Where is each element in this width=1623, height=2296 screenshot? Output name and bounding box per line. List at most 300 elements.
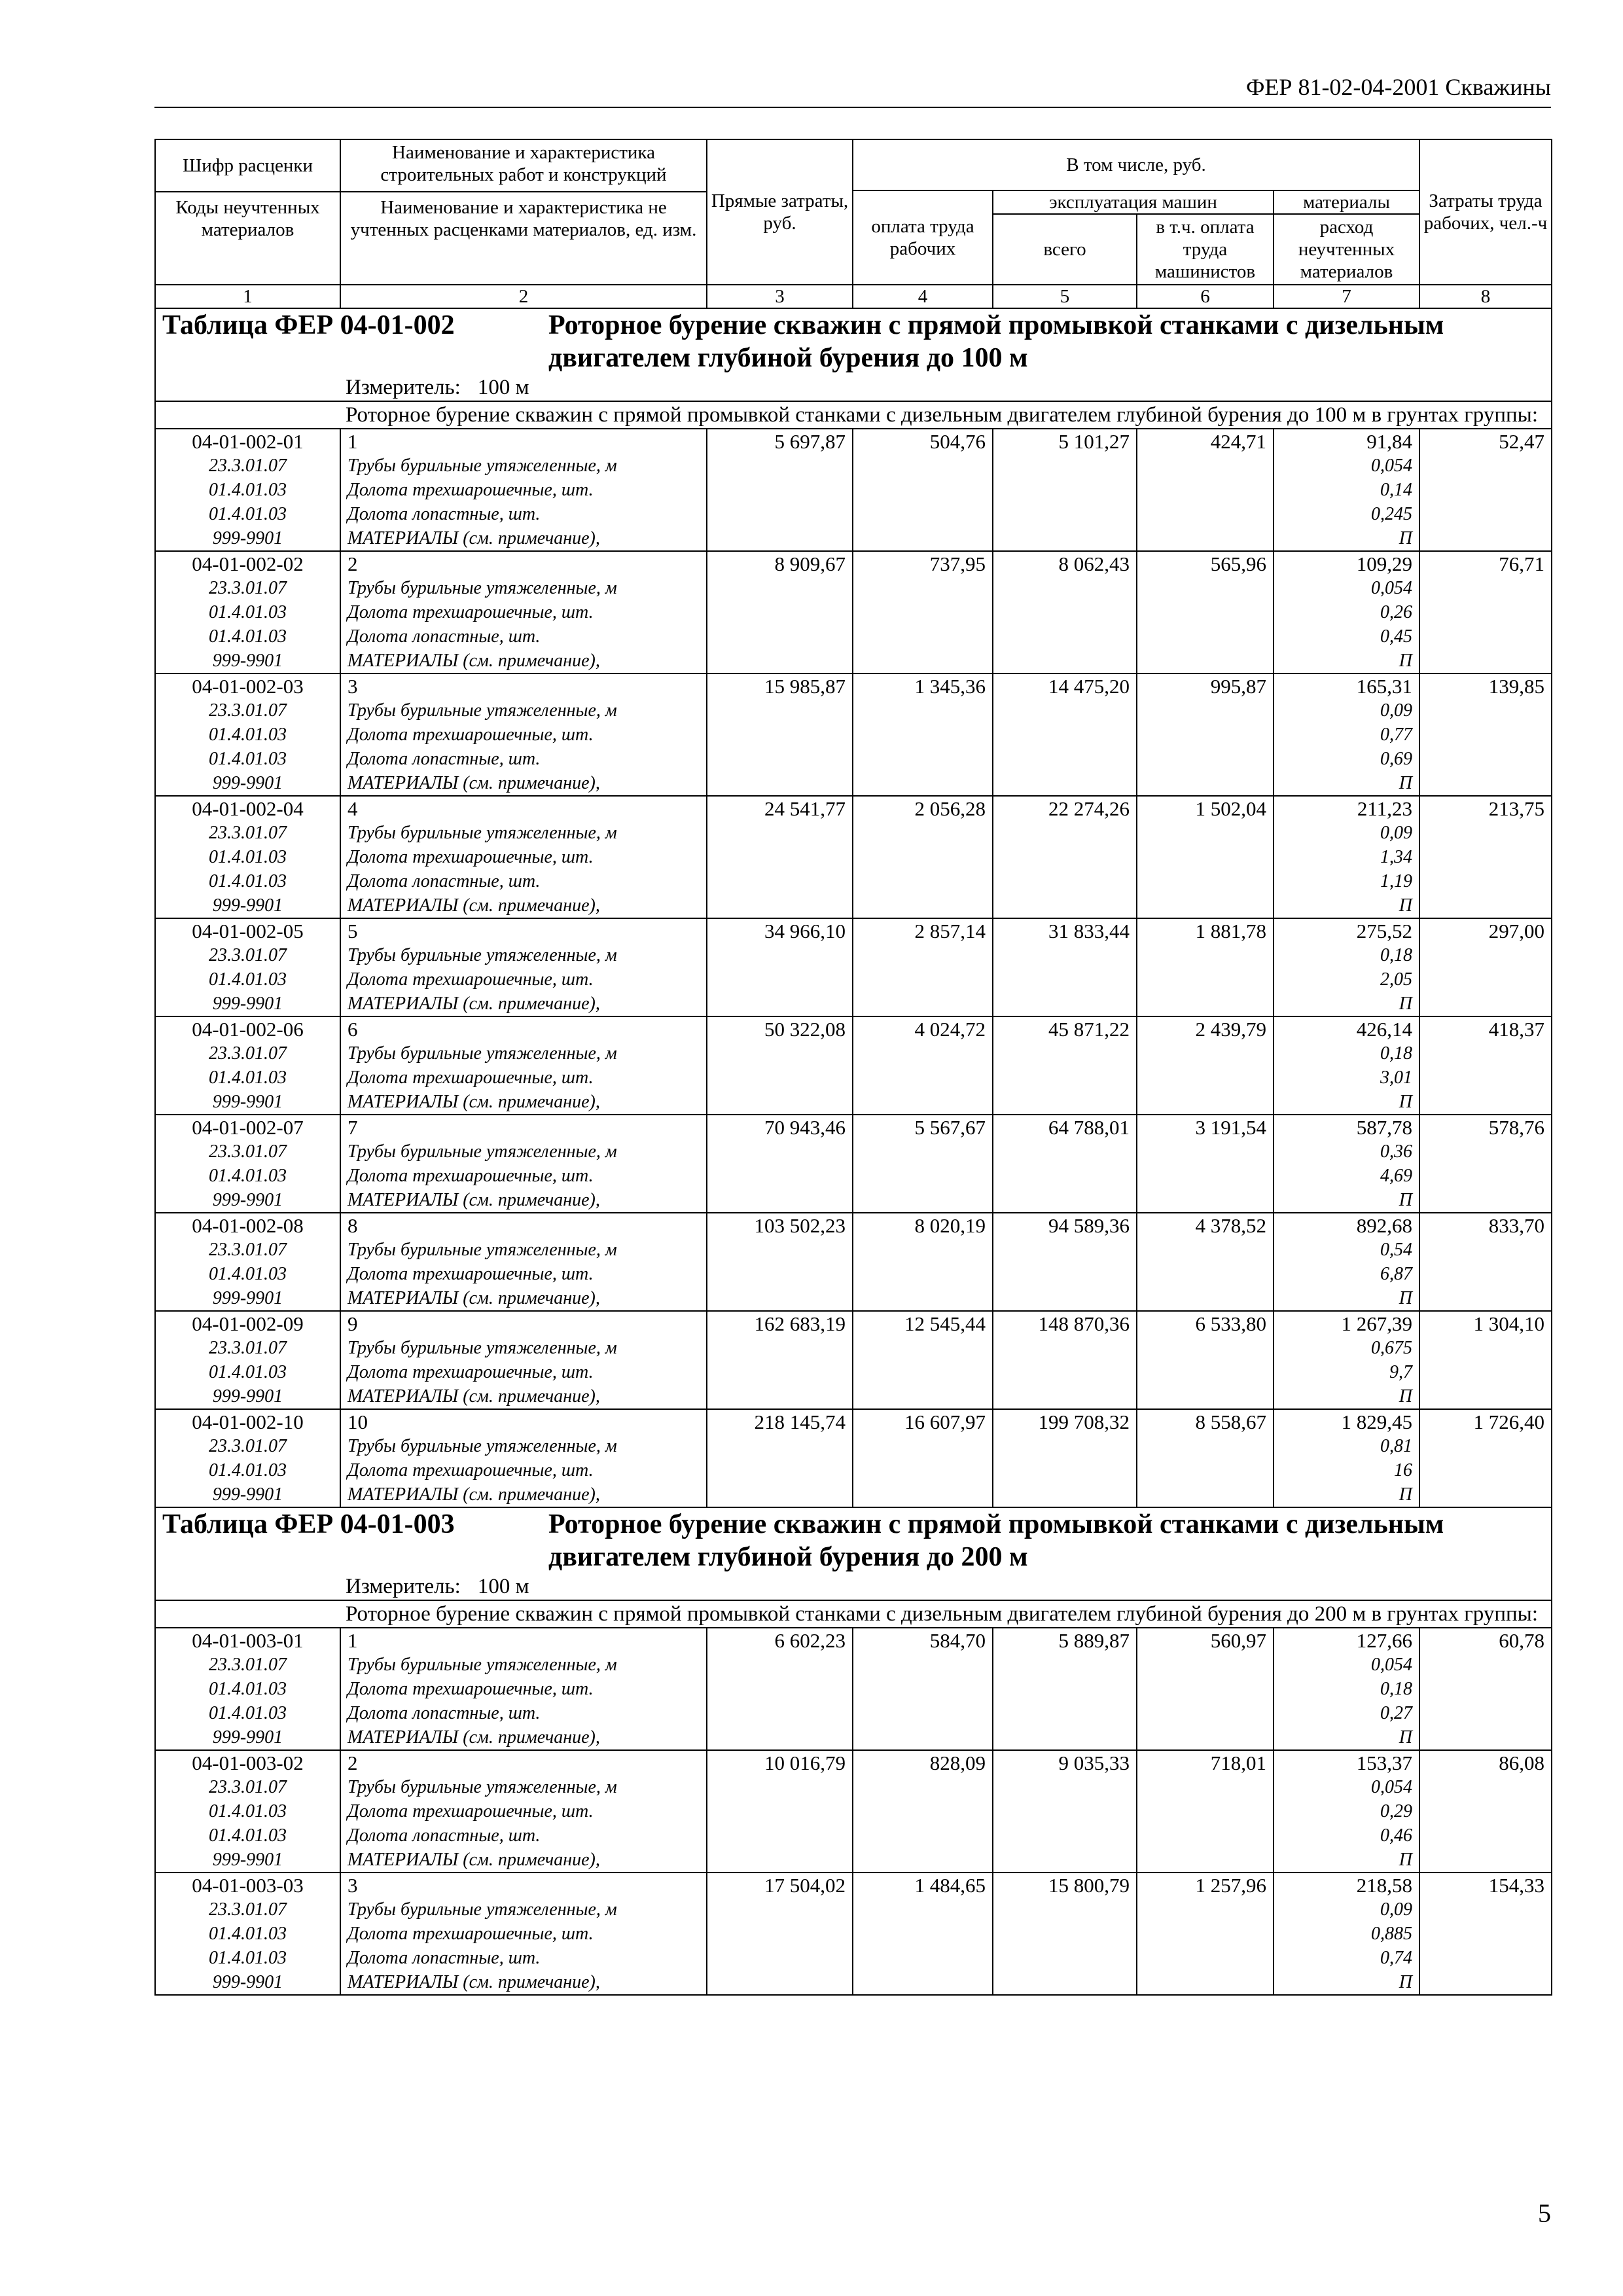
material-quantity: 0,245: [1371, 504, 1412, 524]
document-header-title: ФЕР 81-02-04-2001 Скважины: [1245, 74, 1551, 100]
rate-code: 04-01-002-06: [192, 1018, 304, 1041]
labor-hours-cell: [1419, 1750, 1552, 1873]
material-code: 999-9901: [212, 1972, 283, 1992]
material-code: 999-9901: [212, 994, 283, 1014]
labor-hours-cell: [1419, 1213, 1552, 1311]
material-name: Трубы бурильные утяжеленные, м: [348, 1655, 617, 1675]
material-name: Долота лопастные, шт.: [348, 749, 541, 769]
header-work-name: Наименование и характеристика строительных работ и конструкций: [341, 140, 706, 192]
labor-hours-cell: [1419, 673, 1552, 796]
material-quantity: П: [1399, 1484, 1412, 1505]
materials-cell: [1274, 1311, 1419, 1409]
material-quantity: 1,34: [1380, 847, 1412, 867]
table-title-cell: [155, 1507, 1552, 1600]
machines-cost: 199 708,32: [1038, 1410, 1130, 1433]
labor-hours: 213,75: [1488, 797, 1544, 820]
labor-pay: 1 484,65: [914, 1874, 986, 1897]
material-code: 01.4.01.03: [209, 1166, 287, 1186]
table-row: [155, 673, 1552, 796]
material-quantity: П: [1399, 994, 1412, 1014]
material-quantity: 0,18: [1380, 1043, 1412, 1064]
column-numbers-row: [155, 285, 1552, 308]
material-name: МАТЕРИАЛЫ (см. примечание),: [348, 895, 600, 916]
work-name-cell: [340, 1016, 707, 1115]
operators-pay: 718,01: [1210, 1751, 1266, 1774]
table-row: [155, 1213, 1552, 1311]
material-quantity: 0,054: [1371, 456, 1412, 476]
labor-hours: 578,76: [1488, 1116, 1544, 1139]
machines-cost: 94 589,36: [1048, 1214, 1130, 1237]
rate-code: 04-01-002-09: [192, 1312, 304, 1335]
material-code: 23.3.01.07: [209, 1436, 287, 1456]
labor-pay: 2 056,28: [914, 797, 986, 820]
material-name: МАТЕРИАЛЫ (см. примечание),: [348, 773, 600, 793]
labor-pay-cell: [853, 1115, 993, 1213]
header-unaccounted-materials: расход неучтенных материалов: [1274, 214, 1419, 285]
direct-cost-cell: [707, 1213, 853, 1311]
column-number: 4: [853, 285, 993, 308]
materials-cell: [1274, 1628, 1419, 1750]
materials-cost: 218,58: [1356, 1874, 1412, 1897]
work-name-cell: [340, 1311, 707, 1409]
material-name: Трубы бурильные утяжеленные, м: [348, 1899, 617, 1920]
table-header: [155, 139, 1552, 308]
labor-pay-cell: [853, 796, 993, 918]
operators-pay-cell: [1137, 1213, 1274, 1311]
materials-cell: [1274, 1873, 1419, 1995]
material-quantity: 0,54: [1380, 1240, 1412, 1260]
labor-pay-cell: [853, 1750, 993, 1873]
material-name: МАТЕРИАЛЫ (см. примечание),: [348, 1727, 600, 1748]
material-name: Долота трехшарошечные, шт.: [348, 480, 594, 500]
work-name-cell: [340, 918, 707, 1016]
material-quantity: 0,18: [1380, 1679, 1412, 1699]
operators-pay-cell: [1137, 1628, 1274, 1750]
machines-cost: 45 871,22: [1048, 1018, 1130, 1041]
section-description: Роторное бурение скважин с прямой промывкой станками с дизельным двигателем глубиной бурения до 200 м в грунтах группы:: [155, 1600, 1552, 1628]
soil-group: 7: [348, 1116, 358, 1139]
machines-cost-cell: [993, 1311, 1137, 1409]
direct-cost: 103 502,23: [754, 1214, 846, 1237]
material-quantity: 0,054: [1371, 578, 1412, 598]
material-code: 23.3.01.07: [209, 1141, 287, 1162]
rate-code-cell: [155, 796, 340, 918]
machines-cost: 14 475,20: [1048, 675, 1130, 698]
direct-cost: 218 145,74: [754, 1410, 846, 1433]
material-name: Трубы бурильные утяжеленные, м: [348, 1240, 617, 1260]
labor-hours: 154,33: [1488, 1874, 1544, 1897]
material-name: МАТЕРИАЛЫ (см. примечание),: [348, 1484, 600, 1505]
direct-cost: 34 966,10: [764, 920, 846, 942]
materials-cost: 1 267,39: [1341, 1312, 1412, 1335]
operators-pay-cell: [1137, 796, 1274, 918]
materials-cost: 91,84: [1366, 430, 1412, 453]
material-code: 23.3.01.07: [209, 945, 287, 965]
table-row: [155, 1311, 1552, 1409]
labor-pay: 584,70: [929, 1629, 986, 1652]
material-code: 01.4.01.03: [209, 1362, 287, 1382]
table-row: [155, 1628, 1552, 1750]
material-code: 23.3.01.07: [209, 1899, 287, 1920]
table-row: [155, 1750, 1552, 1873]
direct-cost: 50 322,08: [764, 1018, 846, 1041]
header-materials: материалы: [1274, 190, 1419, 214]
meter-value: 100 м: [477, 376, 529, 399]
direct-cost-cell: [707, 1628, 853, 1750]
materials-cell: [1274, 1213, 1419, 1311]
labor-pay-cell: [853, 429, 993, 551]
column-number: 2: [340, 285, 707, 308]
rate-code-cell: [155, 673, 340, 796]
operators-pay: 6 533,80: [1195, 1312, 1266, 1335]
material-name: МАТЕРИАЛЫ (см. примечание),: [348, 994, 600, 1014]
material-quantity: 0,81: [1380, 1436, 1412, 1456]
material-name: Трубы бурильные утяжеленные, м: [348, 1777, 617, 1797]
material-code: 01.4.01.03: [209, 969, 287, 990]
table-title-cell: [155, 308, 1552, 401]
material-quantity: 0,45: [1380, 626, 1412, 647]
table-row: [155, 1873, 1552, 1995]
direct-cost: 6 602,23: [774, 1629, 846, 1652]
labor-hours: 1 726,40: [1473, 1410, 1544, 1433]
material-code: 999-9901: [212, 773, 283, 793]
material-quantity: 0,46: [1380, 1825, 1412, 1846]
labor-hours: 1 304,10: [1473, 1312, 1544, 1335]
header-divider: [154, 107, 1551, 108]
material-quantity: 1,19: [1380, 871, 1412, 891]
labor-hours-cell: [1419, 429, 1552, 551]
soil-group: 10: [348, 1410, 368, 1433]
material-name: Долота трехшарошечные, шт.: [348, 1362, 594, 1382]
material-code: 23.3.01.07: [209, 823, 287, 843]
labor-pay: 828,09: [929, 1751, 986, 1774]
material-name: Трубы бурильные утяжеленные, м: [348, 823, 617, 843]
rate-code-cell: [155, 1873, 340, 1995]
material-name: Долота лопастные, шт.: [348, 504, 541, 524]
machines-cost: 5 101,27: [1058, 430, 1130, 453]
material-quantity: 0,885: [1371, 1924, 1412, 1944]
labor-pay: 2 857,14: [914, 920, 986, 942]
material-quantity: 0,14: [1380, 480, 1412, 500]
material-name: МАТЕРИАЛЫ (см. примечание),: [348, 528, 600, 548]
operators-pay: 995,87: [1210, 675, 1266, 698]
material-quantity: 0,09: [1380, 823, 1412, 843]
machines-cost: 5 889,87: [1058, 1629, 1130, 1652]
labor-pay-cell: [853, 1409, 993, 1507]
rate-code: 04-01-002-03: [192, 675, 304, 698]
direct-cost-cell: [707, 551, 853, 673]
rate-code-cell: [155, 1213, 340, 1311]
material-quantity: 3,01: [1380, 1067, 1412, 1088]
material-code: 999-9901: [212, 1190, 283, 1210]
direct-cost-cell: [707, 673, 853, 796]
direct-cost-cell: [707, 1409, 853, 1507]
rate-code: 04-01-002-02: [192, 552, 304, 575]
operators-pay-cell: [1137, 1115, 1274, 1213]
materials-cost: 211,23: [1357, 797, 1412, 820]
material-name: Долота трехшарошечные, шт.: [348, 1067, 594, 1088]
soil-group: 3: [348, 1874, 358, 1897]
material-quantity: П: [1399, 1190, 1412, 1210]
direct-cost-cell: [707, 429, 853, 551]
column-number: 8: [1419, 285, 1552, 308]
direct-cost-cell: [707, 1750, 853, 1873]
material-quantity: П: [1399, 1972, 1412, 1992]
rate-code: 04-01-002-10: [192, 1410, 304, 1433]
material-code: 999-9901: [212, 1288, 283, 1308]
work-name-cell: [340, 1409, 707, 1507]
material-code: 999-9901: [212, 895, 283, 916]
operators-pay: 565,96: [1210, 552, 1266, 575]
rate-code: 04-01-002-07: [192, 1116, 304, 1139]
machines-cost-cell: [993, 1115, 1137, 1213]
material-name: Трубы бурильные утяжеленные, м: [348, 578, 617, 598]
column-number: 5: [993, 285, 1137, 308]
table-row: [155, 796, 1552, 918]
header-rate-code: Шифр расценки: [156, 140, 340, 192]
header-labor-hours: Затраты труда рабочих, чел.-ч: [1419, 139, 1552, 285]
material-quantity: 0,09: [1380, 700, 1412, 721]
material-name: МАТЕРИАЛЫ (см. примечание),: [348, 1190, 600, 1210]
machines-cost-cell: [993, 1409, 1137, 1507]
machines-cost: 15 800,79: [1048, 1874, 1130, 1897]
column-number: 6: [1137, 285, 1274, 308]
table-row: [155, 1409, 1552, 1507]
machines-cost-cell: [993, 1750, 1137, 1873]
material-code: 999-9901: [212, 651, 283, 671]
material-code: 01.4.01.03: [209, 626, 287, 647]
soil-group: 3: [348, 675, 358, 698]
labor-pay: 5 567,67: [914, 1116, 986, 1139]
material-name: Долота трехшарошечные, шт.: [348, 602, 594, 622]
labor-pay: 8 020,19: [914, 1214, 986, 1237]
rate-code: 04-01-002-08: [192, 1214, 304, 1237]
table-title-row: [155, 308, 1552, 401]
labor-hours: 418,37: [1488, 1018, 1544, 1041]
material-quantity: 4,69: [1380, 1166, 1412, 1186]
rate-code: 04-01-002-01: [192, 430, 304, 453]
labor-pay-cell: [853, 1016, 993, 1115]
materials-cell: [1274, 1115, 1419, 1213]
section-description: Роторное бурение скважин с прямой промывкой станками с дизельным двигателем глубиной бурения до 100 м в грунтах группы:: [155, 401, 1552, 429]
operators-pay: 8 558,67: [1195, 1410, 1266, 1433]
soil-group: 2: [348, 1751, 358, 1774]
machines-cost-cell: [993, 1873, 1137, 1995]
material-code: 999-9901: [212, 1850, 283, 1870]
machines-cost-cell: [993, 1213, 1137, 1311]
machines-cost-cell: [993, 918, 1137, 1016]
material-quantity: 16: [1394, 1460, 1412, 1480]
machines-cost: 9 035,33: [1058, 1751, 1130, 1774]
labor-hours-cell: [1419, 1409, 1552, 1507]
material-name: Долота трехшарошечные, шт.: [348, 1679, 594, 1699]
material-quantity: П: [1399, 895, 1412, 916]
material-code: 999-9901: [212, 1092, 283, 1112]
material-code: 01.4.01.03: [209, 1801, 287, 1821]
material-code: 01.4.01.03: [209, 1703, 287, 1723]
materials-cost: 109,29: [1356, 552, 1412, 575]
rate-code-cell: [155, 1016, 340, 1115]
direct-cost: 10 016,79: [764, 1751, 846, 1774]
materials-cell: [1274, 673, 1419, 796]
rates-table: [154, 139, 1552, 1996]
table-body: [155, 308, 1552, 1995]
table-row: [155, 1016, 1552, 1115]
labor-pay: 4 024,72: [914, 1018, 986, 1041]
material-quantity: П: [1399, 1850, 1412, 1870]
material-code: 23.3.01.07: [209, 1043, 287, 1064]
meter-label: Измеритель:: [346, 1575, 461, 1598]
direct-cost: 70 943,46: [764, 1116, 846, 1139]
material-quantity: П: [1399, 1288, 1412, 1308]
material-code: 01.4.01.03: [209, 1067, 287, 1088]
table-number: Таблица ФЕР 04-01-003: [162, 1509, 455, 1539]
table-title: [162, 309, 1544, 401]
operators-pay-cell: [1137, 1409, 1274, 1507]
labor-pay-cell: [853, 1311, 993, 1409]
machines-cost: 22 274,26: [1048, 797, 1130, 820]
labor-pay-cell: [853, 1628, 993, 1750]
rate-code: 04-01-002-04: [192, 797, 304, 820]
table-row: [155, 429, 1552, 551]
work-name-cell: [340, 1628, 707, 1750]
material-code: 01.4.01.03: [209, 1264, 287, 1284]
material-code: 999-9901: [212, 1386, 283, 1407]
labor-hours: 297,00: [1488, 920, 1544, 942]
machines-cost-cell: [993, 429, 1137, 551]
materials-cost: 165,31: [1356, 675, 1412, 698]
column-number: 3: [707, 285, 853, 308]
soil-group: 9: [348, 1312, 358, 1335]
rate-code: 04-01-003-01: [192, 1629, 304, 1652]
operators-pay-cell: [1137, 429, 1274, 551]
material-code: 999-9901: [212, 1484, 283, 1505]
material-code: 01.4.01.03: [209, 847, 287, 867]
material-name: МАТЕРИАЛЫ (см. примечание),: [348, 1288, 600, 1308]
table-name: Роторное бурение скважин с прямой промывкой станками с дизельным двигателем глубиной бурения до 200 м: [548, 1509, 1444, 1572]
material-code: 01.4.01.03: [209, 749, 287, 769]
material-code: 01.4.01.03: [209, 1460, 287, 1480]
material-name: МАТЕРИАЛЫ (см. примечание),: [348, 1386, 600, 1407]
material-quantity: 0,77: [1380, 725, 1412, 745]
meter-label: Измеритель:: [346, 376, 461, 399]
material-name: Долота трехшарошечные, шт.: [348, 1924, 594, 1944]
page-number: 5: [1538, 2198, 1551, 2228]
rate-code-cell: [155, 1311, 340, 1409]
work-name-cell: [340, 1873, 707, 1995]
material-quantity: П: [1399, 1727, 1412, 1748]
labor-hours-cell: [1419, 796, 1552, 918]
soil-group: 4: [348, 797, 358, 820]
materials-cell: [1274, 1016, 1419, 1115]
operators-pay: 4 378,52: [1195, 1214, 1266, 1237]
machines-cost-cell: [993, 1016, 1137, 1115]
rate-code-cell: [155, 1115, 340, 1213]
labor-hours: 139,85: [1488, 675, 1544, 698]
operators-pay: 2 439,79: [1195, 1018, 1266, 1041]
rate-code-cell: [155, 1409, 340, 1507]
section-description-row: [155, 1600, 1552, 1628]
rate-code: 04-01-003-02: [192, 1751, 304, 1774]
table-meter: [346, 1573, 1544, 1600]
section-description-row: [155, 401, 1552, 429]
labor-pay: 12 545,44: [904, 1312, 986, 1335]
material-code: 01.4.01.03: [209, 602, 287, 622]
soil-group: 6: [348, 1018, 358, 1041]
machines-cost: 148 870,36: [1038, 1312, 1130, 1335]
meter-value: 100 м: [477, 1575, 529, 1598]
header-machines-total: всего: [993, 214, 1137, 285]
material-quantity: 0,27: [1380, 1703, 1412, 1723]
labor-hours-cell: [1419, 1311, 1552, 1409]
column-number: 1: [155, 285, 340, 308]
operators-pay: 424,71: [1210, 430, 1266, 453]
header-direct-costs: Прямые затраты, руб.: [707, 139, 853, 285]
machines-cost-cell: [993, 673, 1137, 796]
material-name: Трубы бурильные утяжеленные, м: [348, 1141, 617, 1162]
material-name: Трубы бурильные утяжеленные, м: [348, 945, 617, 965]
material-code: 01.4.01.03: [209, 1948, 287, 1968]
table-row: [155, 1115, 1552, 1213]
material-quantity: 9,7: [1389, 1362, 1412, 1382]
direct-cost-cell: [707, 1016, 853, 1115]
materials-cell: [1274, 796, 1419, 918]
work-name-cell: [340, 796, 707, 918]
material-name: Долота лопастные, шт.: [348, 1825, 541, 1846]
header-col2: [340, 139, 707, 285]
material-code: 23.3.01.07: [209, 1240, 287, 1260]
material-quantity: 0,69: [1380, 749, 1412, 769]
material-name: Долота трехшарошечные, шт.: [348, 847, 594, 867]
soil-group: 5: [348, 920, 358, 942]
direct-cost: 162 683,19: [754, 1312, 846, 1335]
material-quantity: 6,87: [1380, 1264, 1412, 1284]
material-code: 01.4.01.03: [209, 1825, 287, 1846]
material-name: Трубы бурильные утяжеленные, м: [348, 700, 617, 721]
materials-cost: 426,14: [1356, 1018, 1412, 1041]
table-title-row: [155, 1507, 1552, 1600]
labor-pay-cell: [853, 673, 993, 796]
labor-hours: 76,71: [1499, 552, 1544, 575]
labor-hours-cell: [1419, 1016, 1552, 1115]
operators-pay-cell: [1137, 673, 1274, 796]
rate-code: 04-01-002-05: [192, 920, 304, 942]
column-number: 7: [1274, 285, 1419, 308]
header-col1: [155, 139, 340, 285]
material-name: Долота трехшарошечные, шт.: [348, 725, 594, 745]
direct-cost-cell: [707, 1311, 853, 1409]
material-name: МАТЕРИАЛЫ (см. примечание),: [348, 651, 600, 671]
operators-pay-cell: [1137, 918, 1274, 1016]
material-name: МАТЕРИАЛЫ (см. примечание),: [348, 1972, 600, 1992]
material-quantity: 0,18: [1380, 945, 1412, 965]
operators-pay: 1 257,96: [1195, 1874, 1266, 1897]
table-meter: [346, 374, 1544, 401]
header-including: В том числе, руб.: [853, 139, 1419, 190]
rate-code-cell: [155, 918, 340, 1016]
soil-group: 8: [348, 1214, 358, 1237]
work-name-cell: [340, 429, 707, 551]
material-name: Долота лопастные, шт.: [348, 1948, 541, 1968]
material-code: 23.3.01.07: [209, 700, 287, 721]
direct-cost-cell: [707, 1873, 853, 1995]
material-name: Трубы бурильные утяжеленные, м: [348, 1043, 617, 1064]
soil-group: 1: [348, 430, 358, 453]
header-operators-pay: в т.ч. оплата труда машинистов: [1137, 214, 1274, 285]
material-code: 23.3.01.07: [209, 1338, 287, 1358]
material-code: 01.4.01.03: [209, 480, 287, 500]
material-quantity: 0,36: [1380, 1141, 1412, 1162]
